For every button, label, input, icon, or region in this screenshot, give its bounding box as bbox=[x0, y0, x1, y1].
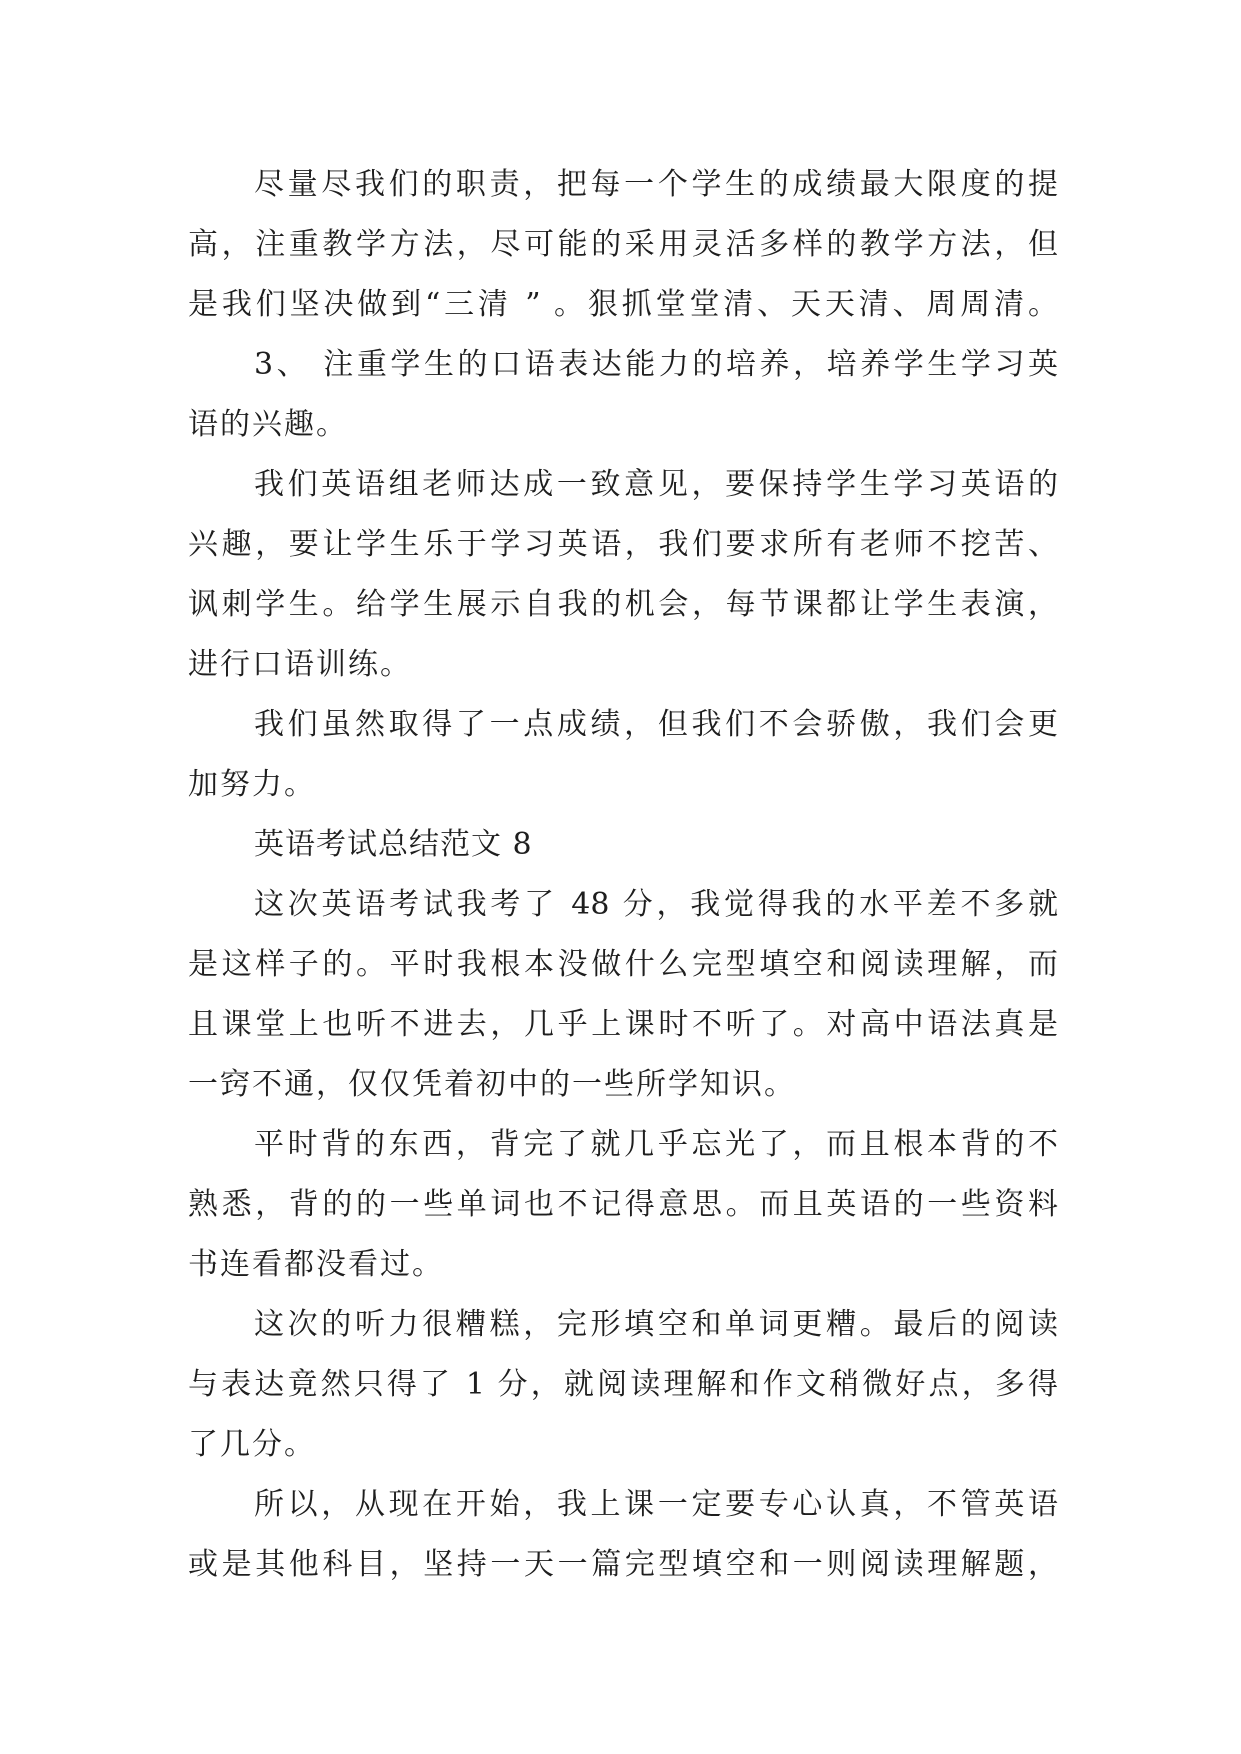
text-line: 我们虽然取得了一点成绩，但我们不会骄傲，我们会更 bbox=[254, 707, 1058, 742]
text-line: 3、 注重学生的口语表达能力的培养，培养学生学习英 bbox=[254, 347, 1058, 382]
text-line: 尽量尽我们的职责，把每一个学生的成绩最大限度的提 bbox=[254, 167, 1058, 202]
text-line: 高，注重教学方法，尽可能的采用灵活多样的教学方法，但 bbox=[188, 227, 1058, 262]
text-line: 进行口语训练。 bbox=[188, 647, 412, 682]
text-line: 书连看都没看过。 bbox=[188, 1247, 444, 1282]
text-line: 一窍不通，仅仅凭着初中的一些所学知识。 bbox=[188, 1067, 796, 1102]
text-line: 这次的听力很糟糕，完形填空和单词更糟。最后的阅读 bbox=[254, 1307, 1058, 1342]
text-line: 与表达竟然只得了 1 分，就阅读理解和作文稍微好点，多得 bbox=[188, 1367, 1058, 1402]
text-line: 语的兴趣。 bbox=[188, 407, 348, 442]
text-line: 是这样子的。平时我根本没做什么完型填空和阅读理解，而 bbox=[188, 947, 1058, 982]
text-line: 讽刺学生。给学生展示自我的机会，每节课都让学生表演， bbox=[188, 587, 1058, 622]
text-line: 兴趣，要让学生乐于学习英语，我们要求所有老师不挖苦、 bbox=[188, 527, 1058, 562]
section-heading: 英语考试总结范文 8 bbox=[254, 827, 533, 862]
text-line: 所以，从现在开始，我上课一定要专心认真，不管英语 bbox=[254, 1487, 1058, 1522]
text-line: 是我们坚决做到“三清 ” 。狠抓堂堂清、天天清、周周清。 bbox=[188, 287, 1058, 322]
text-line: 平时背的东西，背完了就几乎忘光了，而且根本背的不 bbox=[254, 1127, 1058, 1162]
text-line: 了几分。 bbox=[188, 1427, 316, 1462]
text-line: 我们英语组老师达成一致意见，要保持学生学习英语的 bbox=[254, 467, 1058, 502]
text-line: 熟悉，背的的一些单词也不记得意思。而且英语的一些资料 bbox=[188, 1187, 1058, 1222]
text-line: 这次英语考试我考了 48 分，我觉得我的水平差不多就 bbox=[254, 887, 1058, 922]
text-line: 加努力。 bbox=[188, 767, 316, 802]
text-line: 且课堂上也听不进去，几乎上课时不听了。对高中语法真是 bbox=[188, 1007, 1058, 1042]
text-line: 或是其他科目，坚持一天一篇完型填空和一则阅读理解题， bbox=[188, 1547, 1058, 1582]
